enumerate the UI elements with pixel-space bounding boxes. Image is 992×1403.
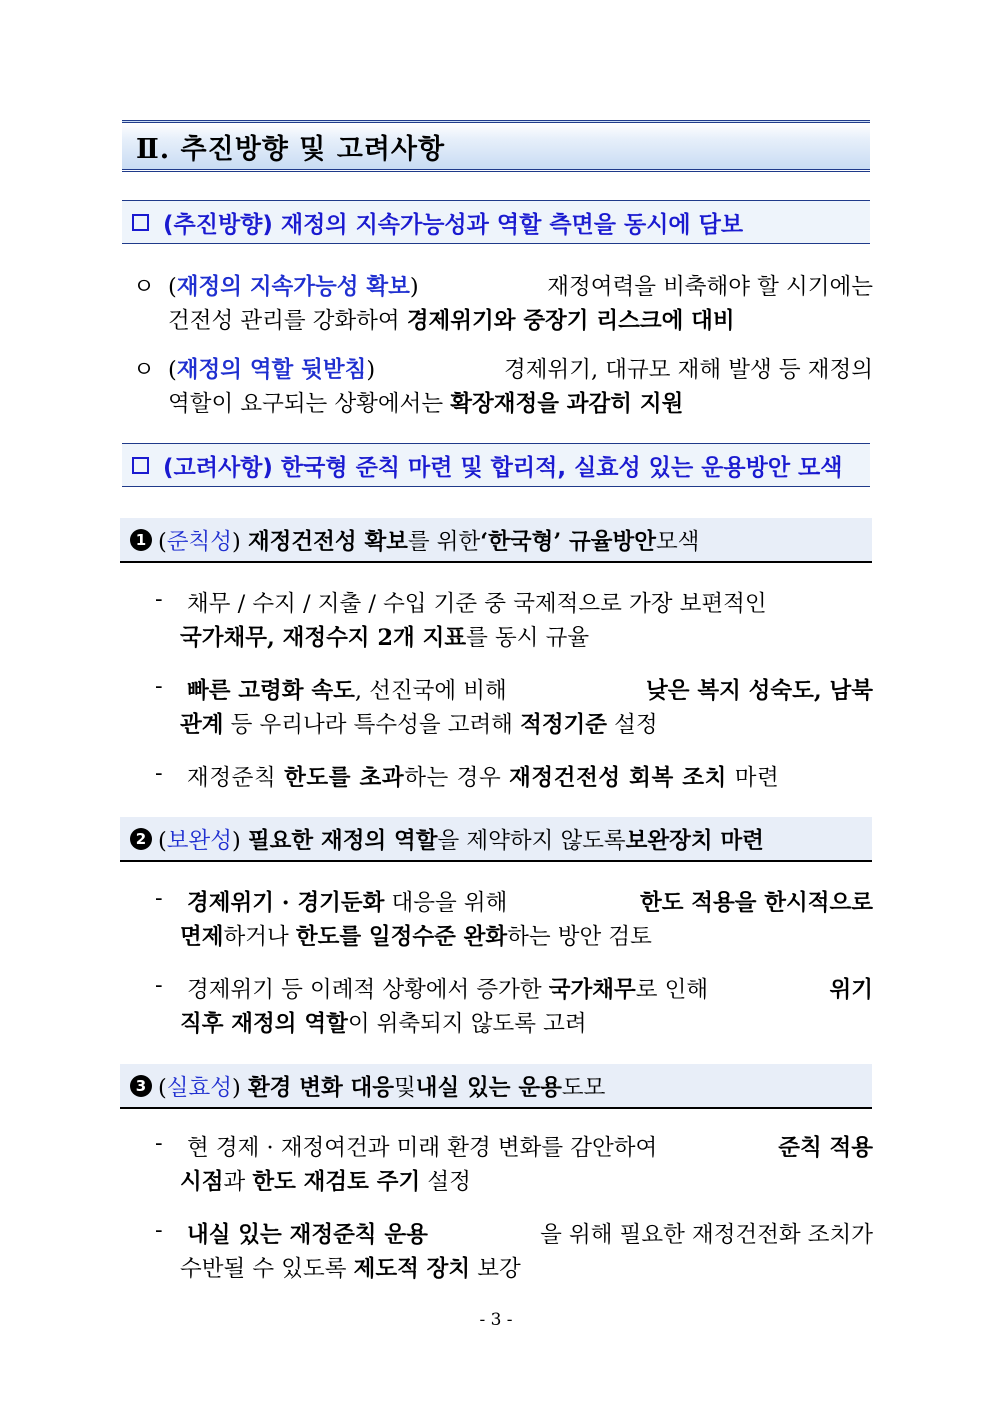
square-bullet-icon: [132, 457, 149, 474]
heading-emphasis: 재정건전성 확보: [247, 528, 408, 555]
dash-mark: -: [155, 885, 163, 911]
dash-mark: -: [155, 760, 163, 786]
heading-emphasis: 필요한 재정의 역할: [247, 827, 438, 854]
dash-emphasis: 준칙 적용: [778, 1135, 873, 1161]
dash-emphasis: 한도 적용을 한시적으로: [639, 890, 873, 916]
dash-emphasis: 제도적 장치: [353, 1256, 471, 1282]
bullet-line: [168, 352, 873, 384]
dash-emphasis: 위기: [829, 977, 873, 1003]
heading-text: 를 위한: [407, 528, 481, 555]
bullet-text: 건전성 관리를 강화하여: [168, 308, 407, 334]
dash-text: 을 위해 필요한 재정건전화 조치가: [540, 1222, 873, 1248]
label-text: 실효성: [166, 1074, 232, 1101]
dash-text: 대응을 위해: [384, 890, 508, 916]
dash-mark: -: [155, 586, 163, 612]
dash-mark: -: [155, 1130, 163, 1156]
dash-line: [187, 885, 873, 917]
number-circle-icon: 3: [130, 1075, 152, 1097]
page-number: - 3 -: [479, 1310, 513, 1330]
dash-emphasis: 경제위기 · 경기둔화: [187, 890, 385, 916]
dash-text: 등 우리나라 특수성을 고려해: [223, 712, 521, 738]
dash-text: 하는 방안 검토: [507, 924, 652, 950]
dash-line: [180, 1164, 471, 1196]
numbered-heading-label: (준칙성): [158, 528, 248, 555]
dash-text: 과: [223, 1169, 253, 1195]
dash-text: 설정: [420, 1169, 471, 1195]
heading-direction-text: (추진방향) 재정의 지속가능성과 역할 측면을 동시에 담보: [163, 211, 744, 238]
dash-line: [187, 1130, 873, 1162]
heading-text: 및: [394, 1074, 416, 1101]
dash-text: 로 인해: [635, 977, 709, 1003]
dash-emphasis: 빠른 고령화 속도: [187, 678, 355, 704]
dash-line: [180, 620, 589, 652]
heading-considerations: [122, 443, 870, 487]
heading-emphasis: ‘한국형’ 규율방안: [480, 528, 656, 555]
dash-text: 를 동시 규율: [466, 625, 590, 651]
dash-text: 재정준칙: [187, 765, 285, 791]
label-text: 보완성: [166, 827, 232, 854]
bullet-emphasis: 확장재정을 과감히 지원: [450, 391, 684, 417]
dash-text: , 선진국에 비해: [354, 678, 507, 704]
dash-text: 하는 경우: [404, 765, 510, 791]
dash-emphasis: 국가채무: [548, 977, 636, 1003]
bullet-mark: ㅇ: [133, 274, 155, 300]
dash-line: [180, 1251, 521, 1283]
dash-text: 수반될 수 있도록: [180, 1256, 354, 1282]
numbered-heading-rule: [120, 1064, 872, 1109]
dash-text: 하거나: [223, 924, 296, 950]
dash-line: [187, 1217, 873, 1249]
dash-text: 경제위기 등 이례적 상황에서 증가한: [187, 977, 549, 1003]
dash-line: [187, 972, 873, 1004]
section-title: Ⅱ. 추진방향 및 고려사항: [136, 133, 446, 165]
heading-text: 도모: [561, 1074, 606, 1101]
bullet-text: 역할이 요구되는 상황에서는: [168, 391, 451, 417]
bullet-line: [168, 386, 683, 418]
dash-line: [180, 919, 652, 951]
dash-emphasis: 면제: [180, 924, 224, 950]
dash-emphasis: 한도 재검토 주기: [252, 1169, 421, 1195]
bullet-text: 경제위기, 대규모 재해 발생 등 재정의: [504, 357, 873, 383]
dash-text: 설정: [607, 712, 658, 738]
number-circle-icon: 2: [130, 828, 152, 850]
dash-line: [180, 1006, 587, 1038]
dash-line: [180, 707, 658, 739]
numbered-heading-label: (실효성): [158, 1074, 248, 1101]
dash-mark: -: [155, 972, 163, 998]
bullet-line: [168, 303, 735, 335]
numbered-heading-rule: [120, 518, 872, 563]
heading-emphasis: 내실 있는 운용: [415, 1074, 562, 1101]
dash-line: [187, 760, 779, 792]
dash-mark: -: [155, 1217, 163, 1243]
section-title-bar: [122, 120, 870, 172]
dash-mark: -: [155, 673, 163, 699]
dash-line: 채무 / 수지 / 지출 / 수입 기준 중 국제적으로 가장 보편적인: [187, 591, 767, 617]
dash-text: 현 경제 · 재정여건과 미래 환경 변화를 감안하여: [187, 1135, 658, 1161]
bullet-mark: ㅇ: [133, 357, 155, 383]
number-circle-icon: 1: [130, 529, 152, 551]
dash-emphasis: 한도를 일정수준 완화: [295, 924, 508, 950]
dash-emphasis: 재정건전성 회복 조치: [509, 765, 727, 791]
bullet-line: [168, 269, 873, 301]
dash-emphasis: 국가채무, 재정수지 2개 지표: [180, 625, 467, 651]
dash-line: [187, 673, 873, 705]
dash-emphasis: 적정기준: [520, 712, 608, 738]
bullet-label: (재정의 지속가능성 확보): [168, 274, 419, 300]
heading-considerations-text: (고려사항) 한국형 준칙 마련 및 합리적, 실효성 있는 운용방안 모색: [163, 454, 843, 481]
dash-emphasis: 시점: [180, 1169, 224, 1195]
dash-emphasis: 한도를 초과: [284, 765, 405, 791]
bullet-emphasis: 경제위기와 중장기 리스크에 대비: [406, 308, 735, 334]
dash-emphasis: 관계: [180, 712, 224, 738]
bullet-text: 재정여력을 비축해야 할 시기에는: [547, 274, 873, 300]
heading-text: 을 제약하지 않도록: [437, 827, 626, 854]
heading-text: 모색: [655, 528, 700, 555]
dash-text: 이 위축되지 않도록 고려: [347, 1011, 587, 1037]
label-text: 준칙성: [166, 528, 232, 555]
bullet-label: (재정의 역할 뒷받침): [168, 357, 376, 383]
dash-emphasis: 낮은 복지 성숙도, 남북: [646, 678, 873, 704]
numbered-heading-rule: [120, 817, 872, 862]
square-bullet-icon: [132, 214, 149, 231]
dash-text: 보강: [470, 1256, 521, 1282]
heading-emphasis: 환경 변화 대응: [247, 1074, 395, 1101]
heading-direction: [122, 200, 870, 244]
dash-text: 마련: [726, 765, 780, 791]
numbered-heading-label: (보완성): [158, 827, 248, 854]
dash-emphasis: 내실 있는 재정준칙 운용: [187, 1222, 428, 1248]
dash-emphasis: 직후 재정의 역할: [180, 1011, 348, 1037]
heading-emphasis: 보완장치 마련: [625, 827, 764, 854]
